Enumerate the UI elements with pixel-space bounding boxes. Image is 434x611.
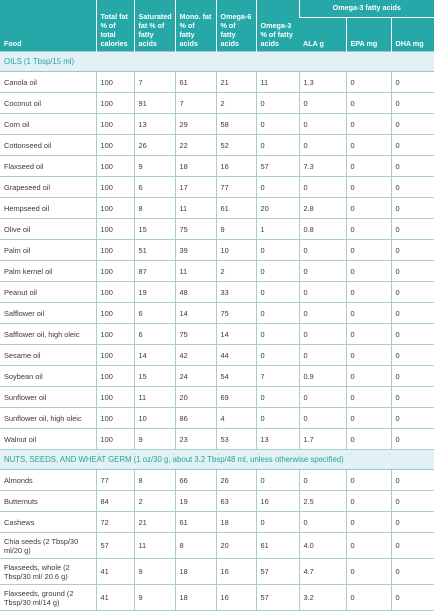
cell-mono-fat: 18 (175, 559, 216, 585)
cell-omega6: 18 (216, 512, 256, 533)
cell-omega6: 77 (216, 177, 256, 198)
cell-epa: 0 (346, 429, 391, 450)
cell-total-fat: 84 (96, 491, 134, 512)
cell-saturated-fat: 15 (134, 366, 175, 387)
cell-ala: 0 (299, 240, 346, 261)
cell-saturated-fat: 8 (134, 470, 175, 491)
cell-dha: 0 (391, 429, 434, 450)
cell-total-fat: 41 (96, 585, 134, 611)
table-row (0, 366, 434, 387)
cell-dha: 0 (391, 408, 434, 429)
cell-saturated-fat: 10 (134, 408, 175, 429)
cell-mono-fat: 20 (175, 387, 216, 408)
cell-saturated-fat: 87 (134, 261, 175, 282)
cell-saturated-fat: 19 (134, 282, 175, 303)
cell-total-fat: 100 (96, 429, 134, 450)
section-row (0, 450, 434, 470)
cell-mono-fat: 42 (175, 345, 216, 366)
cell-ala: 0 (299, 324, 346, 345)
cell-epa: 0 (346, 219, 391, 240)
cell-dha: 0 (391, 533, 434, 559)
cell-food: Cottonseed oil (0, 135, 96, 156)
cell-saturated-fat: 6 (134, 303, 175, 324)
cell-food: Grapeseed oil (0, 177, 96, 198)
table-row (0, 324, 434, 345)
cell-ala: 0.8 (299, 219, 346, 240)
cell-food: Flaxseeds, ground (2 Tbsp/30 ml/14 g) (0, 585, 96, 611)
table-row (0, 429, 434, 450)
cell-food: Sesame oil (0, 345, 96, 366)
cell-omega3: 0 (256, 93, 299, 114)
cell-total-fat: 77 (96, 470, 134, 491)
cell-saturated-fat: 26 (134, 135, 175, 156)
cell-omega3: 57 (256, 559, 299, 585)
cell-saturated-fat: 9 (134, 156, 175, 177)
cell-ala: 2.8 (299, 198, 346, 219)
cell-epa: 0 (346, 387, 391, 408)
cell-omega3: 0 (256, 408, 299, 429)
cell-ala: 0 (299, 135, 346, 156)
cell-omega3: 0 (256, 282, 299, 303)
header-food: Food (0, 0, 96, 52)
cell-total-fat: 100 (96, 282, 134, 303)
cell-food: Hempseed oil (0, 198, 96, 219)
cell-dha: 0 (391, 219, 434, 240)
cell-omega6: 63 (216, 491, 256, 512)
cell-dha: 0 (391, 72, 434, 93)
cell-omega6: 4 (216, 408, 256, 429)
header-omega3-group: Omega-3 fatty acids (299, 0, 434, 18)
cell-saturated-fat: 2 (134, 491, 175, 512)
cell-omega3: 16 (256, 491, 299, 512)
cell-mono-fat: 11 (175, 261, 216, 282)
cell-ala: 3.2 (299, 585, 346, 611)
cell-total-fat: 100 (96, 303, 134, 324)
cell-epa: 0 (346, 366, 391, 387)
cell-ala: 0.9 (299, 366, 346, 387)
cell-omega3: 0 (256, 114, 299, 135)
table-row (0, 198, 434, 219)
cell-epa: 0 (346, 156, 391, 177)
table-row (0, 240, 434, 261)
cell-dha: 0 (391, 198, 434, 219)
table-row (0, 282, 434, 303)
cell-mono-fat: 48 (175, 282, 216, 303)
cell-mono-fat: 14 (175, 303, 216, 324)
cell-mono-fat: 18 (175, 156, 216, 177)
cell-total-fat: 100 (96, 387, 134, 408)
table-row (0, 408, 434, 429)
cell-mono-fat: 75 (175, 324, 216, 345)
cell-epa: 0 (346, 114, 391, 135)
cell-mono-fat: 39 (175, 240, 216, 261)
cell-total-fat: 57 (96, 533, 134, 559)
cell-food: Safflower oil, high oleic (0, 324, 96, 345)
cell-total-fat: 100 (96, 345, 134, 366)
cell-dha: 0 (391, 324, 434, 345)
cell-omega3: 0 (256, 324, 299, 345)
header-total-fat: Total fat % of total calories (96, 0, 134, 52)
cell-dha: 0 (391, 585, 434, 611)
cell-total-fat: 100 (96, 219, 134, 240)
cell-dha: 0 (391, 156, 434, 177)
cell-ala: 0 (299, 408, 346, 429)
cell-saturated-fat: 9 (134, 559, 175, 585)
cell-omega6: 20 (216, 533, 256, 559)
cell-ala: 0 (299, 345, 346, 366)
cell-saturated-fat: 13 (134, 114, 175, 135)
cell-epa: 0 (346, 261, 391, 282)
cell-ala: 0 (299, 303, 346, 324)
cell-mono-fat: 66 (175, 470, 216, 491)
cell-food: Safflower oil (0, 303, 96, 324)
table-row (0, 491, 434, 512)
cell-epa: 0 (346, 559, 391, 585)
cell-dha: 0 (391, 93, 434, 114)
header-mono-fat: Mono. fat % of fatty acids (175, 0, 216, 52)
cell-food: Walnut oil (0, 429, 96, 450)
cell-omega3: 0 (256, 387, 299, 408)
cell-mono-fat: 24 (175, 366, 216, 387)
cell-saturated-fat: 15 (134, 219, 175, 240)
cell-epa: 0 (346, 198, 391, 219)
cell-food: Flaxseed oil (0, 156, 96, 177)
cell-omega3: 13 (256, 429, 299, 450)
cell-saturated-fat: 14 (134, 345, 175, 366)
cell-total-fat: 100 (96, 198, 134, 219)
cell-mono-fat: 29 (175, 114, 216, 135)
cell-mono-fat: 75 (175, 219, 216, 240)
cell-dha: 0 (391, 282, 434, 303)
cell-ala: 1.3 (299, 72, 346, 93)
cell-saturated-fat: 7 (134, 72, 175, 93)
table-row (0, 512, 434, 533)
cell-food: Corn oil (0, 114, 96, 135)
cell-epa: 0 (346, 491, 391, 512)
cell-food: Coconut oil (0, 93, 96, 114)
table-row (0, 533, 434, 559)
cell-omega3: 57 (256, 585, 299, 611)
table-row (0, 135, 434, 156)
cell-epa: 0 (346, 470, 391, 491)
cell-total-fat: 100 (96, 93, 134, 114)
cell-omega6: 69 (216, 387, 256, 408)
cell-dha: 0 (391, 559, 434, 585)
cell-epa: 0 (346, 177, 391, 198)
header-omega3: Omega-3 % of fatty acids (256, 0, 299, 52)
cell-food: Chia seeds (2 Tbsp/30 ml/20 g) (0, 533, 96, 559)
cell-epa: 0 (346, 282, 391, 303)
cell-saturated-fat: 9 (134, 429, 175, 450)
cell-dha: 0 (391, 261, 434, 282)
cell-dha: 0 (391, 135, 434, 156)
cell-total-fat: 100 (96, 177, 134, 198)
cell-omega6: 75 (216, 303, 256, 324)
cell-omega6: 61 (216, 198, 256, 219)
cell-dha: 0 (391, 114, 434, 135)
table-row (0, 559, 434, 585)
cell-total-fat: 100 (96, 72, 134, 93)
cell-omega3: 7 (256, 366, 299, 387)
cell-omega3: 11 (256, 72, 299, 93)
table-row (0, 177, 434, 198)
section-title: NUTS, SEEDS, AND WHEAT GERM (1 oz/30 g, about 3.2 Tbsp/48 ml, unless otherwise specified) (0, 450, 434, 470)
cell-food: Palm kernel oil (0, 261, 96, 282)
cell-omega3: 0 (256, 470, 299, 491)
cell-omega6: 33 (216, 282, 256, 303)
cell-ala: 0 (299, 470, 346, 491)
cell-mono-fat: 23 (175, 429, 216, 450)
cell-mono-fat: 11 (175, 198, 216, 219)
cell-omega3: 0 (256, 345, 299, 366)
cell-omega3: 0 (256, 240, 299, 261)
cell-omega3: 61 (256, 533, 299, 559)
table-row (0, 470, 434, 491)
cell-ala: 4.7 (299, 559, 346, 585)
table-body (0, 52, 434, 611)
table-row (0, 219, 434, 240)
cell-dha: 0 (391, 387, 434, 408)
cell-saturated-fat: 11 (134, 533, 175, 559)
cell-omega6: 2 (216, 93, 256, 114)
table-row (0, 156, 434, 177)
cell-omega6: 16 (216, 585, 256, 611)
cell-ala: 0 (299, 177, 346, 198)
section-row (0, 52, 434, 72)
cell-mono-fat: 8 (175, 533, 216, 559)
cell-omega6: 16 (216, 559, 256, 585)
cell-epa: 0 (346, 93, 391, 114)
cell-ala: 0 (299, 512, 346, 533)
table-row (0, 345, 434, 366)
cell-omega6: 53 (216, 429, 256, 450)
cell-ala: 4.0 (299, 533, 346, 559)
cell-dha: 0 (391, 470, 434, 491)
cell-epa: 0 (346, 240, 391, 261)
cell-dha: 0 (391, 491, 434, 512)
section-title: OILS (1 Tbsp/15 ml) (0, 52, 434, 72)
cell-omega6: 58 (216, 114, 256, 135)
cell-epa: 0 (346, 345, 391, 366)
cell-total-fat: 100 (96, 156, 134, 177)
cell-saturated-fat: 6 (134, 324, 175, 345)
cell-omega6: 44 (216, 345, 256, 366)
cell-omega6: 21 (216, 72, 256, 93)
cell-food: Butternuts (0, 491, 96, 512)
cell-mono-fat: 61 (175, 72, 216, 93)
cell-food: Canola oil (0, 72, 96, 93)
header-omega6: Omega-6 % of fatty acids (216, 0, 256, 52)
cell-ala: 0 (299, 261, 346, 282)
cell-omega6: 10 (216, 240, 256, 261)
cell-total-fat: 100 (96, 261, 134, 282)
table-row (0, 72, 434, 93)
cell-food: Soybean oil (0, 366, 96, 387)
cell-total-fat: 100 (96, 408, 134, 429)
cell-food: Sunflower oil, high oleic (0, 408, 96, 429)
cell-dha: 0 (391, 345, 434, 366)
cell-mono-fat: 61 (175, 512, 216, 533)
cell-omega6: 52 (216, 135, 256, 156)
table-row (0, 114, 434, 135)
cell-total-fat: 100 (96, 366, 134, 387)
header-saturated-fat: Saturated fat % of fatty acids (134, 0, 175, 52)
header-dha: DHA mg (391, 18, 434, 52)
cell-epa: 0 (346, 408, 391, 429)
cell-dha: 0 (391, 512, 434, 533)
cell-food: Cashews (0, 512, 96, 533)
cell-total-fat: 100 (96, 240, 134, 261)
table-header (0, 0, 434, 52)
cell-total-fat: 41 (96, 559, 134, 585)
table-row (0, 585, 434, 611)
cell-epa: 0 (346, 135, 391, 156)
cell-dha: 0 (391, 303, 434, 324)
cell-omega3: 0 (256, 177, 299, 198)
cell-omega6: 26 (216, 470, 256, 491)
cell-mono-fat: 86 (175, 408, 216, 429)
cell-total-fat: 100 (96, 135, 134, 156)
cell-omega6: 9 (216, 219, 256, 240)
cell-epa: 0 (346, 303, 391, 324)
cell-omega3: 0 (256, 512, 299, 533)
cell-mono-fat: 7 (175, 93, 216, 114)
cell-saturated-fat: 51 (134, 240, 175, 261)
cell-omega6: 2 (216, 261, 256, 282)
cell-saturated-fat: 8 (134, 198, 175, 219)
cell-total-fat: 100 (96, 324, 134, 345)
cell-omega6: 14 (216, 324, 256, 345)
cell-dha: 0 (391, 366, 434, 387)
cell-omega3: 20 (256, 198, 299, 219)
cell-dha: 0 (391, 240, 434, 261)
cell-mono-fat: 22 (175, 135, 216, 156)
cell-ala: 2.5 (299, 491, 346, 512)
cell-omega3: 0 (256, 261, 299, 282)
table-row (0, 261, 434, 282)
cell-dha: 0 (391, 177, 434, 198)
cell-epa: 0 (346, 72, 391, 93)
cell-food: Almonds (0, 470, 96, 491)
cell-epa: 0 (346, 533, 391, 559)
cell-food: Palm oil (0, 240, 96, 261)
cell-ala: 1.7 (299, 429, 346, 450)
cell-ala: 0 (299, 387, 346, 408)
cell-omega3: 1 (256, 219, 299, 240)
cell-mono-fat: 18 (175, 585, 216, 611)
cell-mono-fat: 19 (175, 491, 216, 512)
cell-saturated-fat: 11 (134, 387, 175, 408)
header-epa: EPA mg (346, 18, 391, 52)
cell-total-fat: 100 (96, 114, 134, 135)
cell-epa: 0 (346, 585, 391, 611)
table-row (0, 387, 434, 408)
cell-omega3: 0 (256, 303, 299, 324)
cell-ala: 7.3 (299, 156, 346, 177)
table-row (0, 93, 434, 114)
cell-epa: 0 (346, 512, 391, 533)
cell-saturated-fat: 21 (134, 512, 175, 533)
cell-ala: 0 (299, 93, 346, 114)
cell-food: Sunflower oil (0, 387, 96, 408)
header-ala: ALA g (299, 18, 346, 52)
cell-saturated-fat: 6 (134, 177, 175, 198)
cell-omega3: 57 (256, 156, 299, 177)
cell-omega6: 54 (216, 366, 256, 387)
cell-mono-fat: 17 (175, 177, 216, 198)
cell-epa: 0 (346, 324, 391, 345)
table-row (0, 303, 434, 324)
cell-saturated-fat: 91 (134, 93, 175, 114)
cell-food: Flaxseeds, whole (2 Tbsp/30 ml/ 20.6 g) (0, 559, 96, 585)
cell-food: Olive oil (0, 219, 96, 240)
cell-saturated-fat: 9 (134, 585, 175, 611)
cell-omega6: 16 (216, 156, 256, 177)
cell-ala: 0 (299, 282, 346, 303)
cell-ala: 0 (299, 114, 346, 135)
cell-food: Peanut oil (0, 282, 96, 303)
cell-omega3: 0 (256, 135, 299, 156)
cell-total-fat: 72 (96, 512, 134, 533)
